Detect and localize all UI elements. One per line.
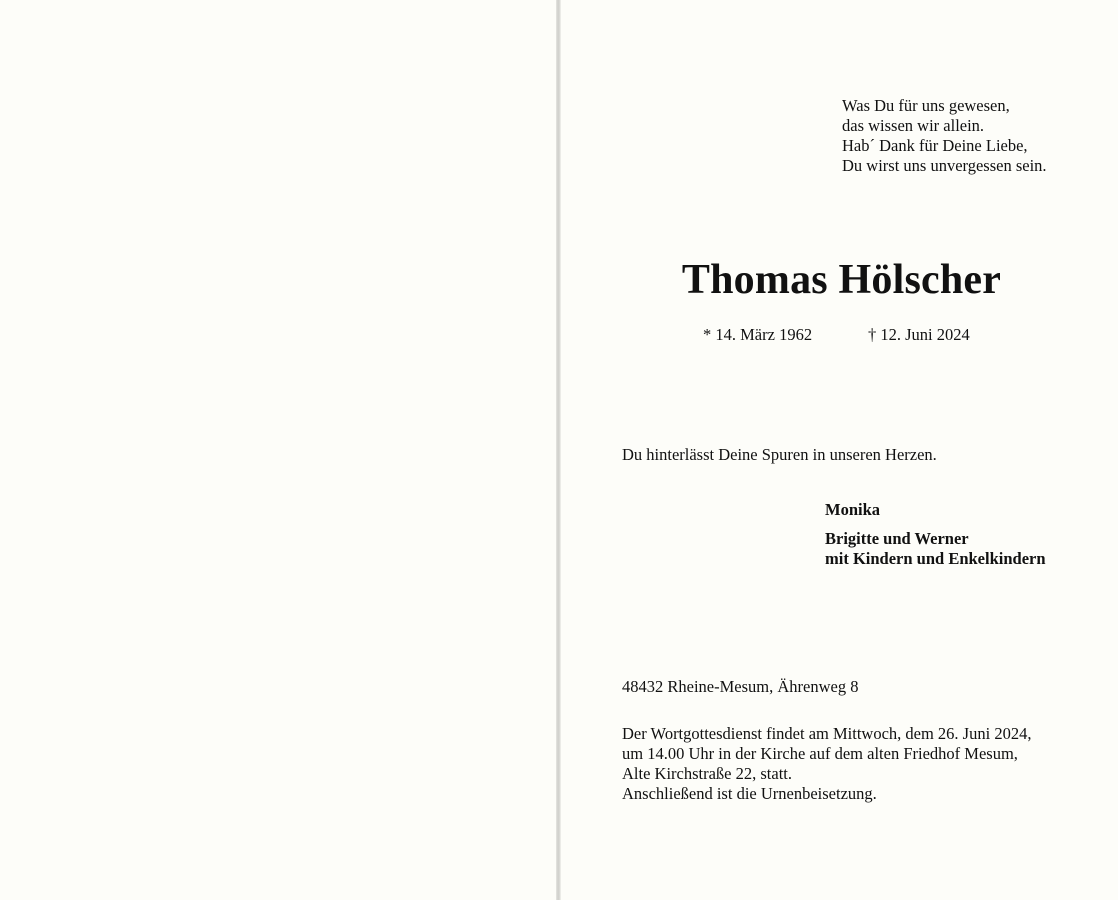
mourner-name: Monika [825,500,881,519]
service-info [622,724,1031,804]
family-address: 48432 Rheine-Mesum, Ährenweg 8 [622,677,859,696]
poem-line: Du wirst uns unvergessen sein. [842,156,1047,175]
deceased-name: Thomas Hölscher [681,257,1002,303]
death-date: † 12. Juni 2024 [868,325,970,344]
mourner-name: Brigitte und Werner [825,529,969,548]
service-line: Alte Kirchstraße 22, statt. [622,764,792,783]
poem-line: das wissen wir allein. [842,116,985,135]
farewell-message: Du hinterlässt Deine Spuren in unseren Herzen. [622,445,937,464]
mourner-name: mit Kindern und Enkelkindern [825,549,1046,568]
left-page [0,0,556,900]
mourners-list [825,500,1046,569]
birth-date: * 14. März 1962 [703,325,813,344]
memorial-poem [842,96,1047,176]
right-page [561,0,1118,900]
poem-line: Was Du für uns gewesen, [842,96,1010,115]
service-line: Der Wortgottesdienst findet am Mittwoch, dem 26. Juni 2024, [622,724,1032,743]
service-line: um 14.00 Uhr in der Kirche auf dem alten Friedhof Mesum, [622,744,1018,763]
service-line: Anschließend ist die Urnenbeisetzung. [622,784,877,803]
poem-line: Hab´ Dank für Deine Liebe, [842,136,1028,155]
